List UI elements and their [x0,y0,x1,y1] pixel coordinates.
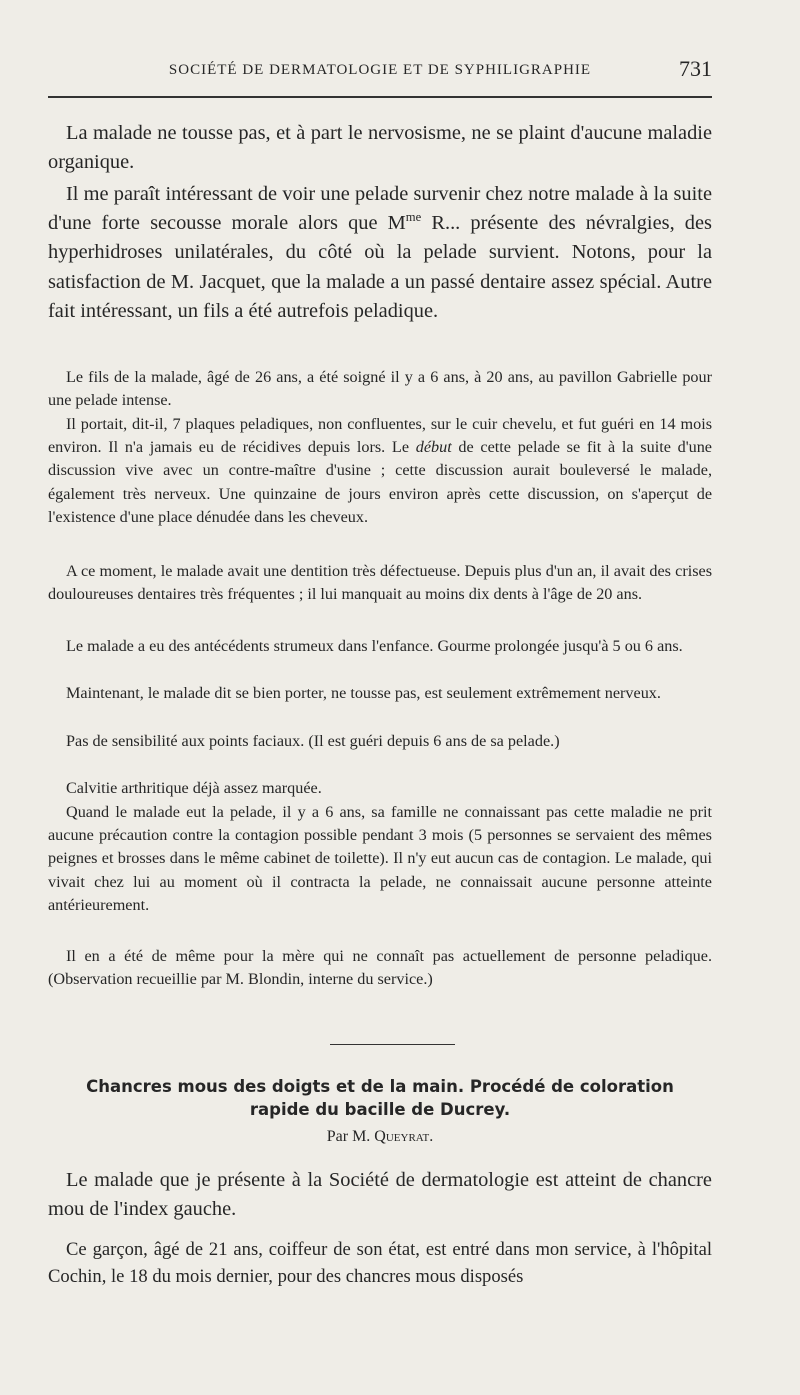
article-title-line-1: Chancres mous des doigts et de la main. Procédé de coloration [86,1077,674,1096]
observation-paragraph-7: Calvitie arthritique déjà assez marquée. [66,779,322,797]
intro-p2-text-a: Il me paraît intéressant de voir une pelade survenir chez notre malade à la suite d'une forte secousse morale alors que M [48,183,712,235]
intro-paragraph-2 [48,180,712,326]
article-paragraph-1: Le malade que je présente à la Société de dermatologie est atteint de chancre mou de l'index gauche. [48,1169,712,1221]
header-rule [48,96,712,98]
article-title-line-2: rapide du bacille de Ducrey. [249,1100,511,1119]
observation-paragraph-6: Pas de sensibilité aux points faciaux. (Il est guéri depuis 6 ans de sa pelade.) [66,732,560,750]
page-number: 731 [679,56,712,81]
running-head-title: SOCIÉTÉ DE DERMATOLOGIE ET DE SYPHILIGRAPHIE [168,62,592,78]
byline-prefix: Par M. [326,1128,371,1145]
article-byline [48,1128,712,1146]
obs-p2-text-b: de cette pelade se fit à la suite d'une discussion vive avec un contre-maître d'usine ; cette discussion aurait bouleversé le malade, également très nerveux. Une quinzaine de jours environ après cette discussion, on s'aperçut de l'existence d'une place dénudée dans les cheveux. [48,438,712,526]
section-divider [330,1044,455,1045]
observation-paragraph-4: Le malade a eu des antécédents strumeux dans l'enfance. Gourme prolongée jusqu'à 5 ou 6 ans. [66,637,683,655]
intro-paragraph-1: La malade ne tousse pas, et à part le nervosisme, ne se plaint d'aucune maladie organique. [48,122,712,174]
running-head [48,56,712,86]
observation-paragraph-5: Maintenant, le malade dit se bien porter, ne tousse pas, est seulement extrêmement nerveux. [66,684,661,702]
intro-p2-text-b: R... présente des névralgies, des hyperhidroses unilatérales, du côté où la pelade survient. Notons, pour la satisfaction de M. Jacquet, que la malade a un passé dentaire assez spécial. Autre fait intéressant, un fils a été autrefois peladique. [48,212,712,322]
obs-p2-emphasis: début [415,438,452,457]
obs-p2-text-a: Il portait, dit-il, 7 plaques peladiques, non confluentes, sur le cuir chevelu, et fut guéri en 14 mois environ. Il n'a jamais eu de récidives depuis lors. Le [48,415,712,457]
intro-p2-superscript: me [405,210,422,225]
article-title [48,1075,712,1121]
observation-paragraph-9: Il en a été de même pour la mère qui ne connaît pas actuellement de personne peladique. (Observation recueillie par M. Blondin, interne du service.) [48,947,712,989]
article-paragraph-2: Ce garçon, âgé de 21 ans, coiffeur de son état, est entré dans mon service, à l'hôpital Cochin, le 18 du mois dernier, pour des chancres mous disposés [48,1239,712,1287]
byline-author: Queyrat. [374,1128,434,1145]
observation-paragraph-1: Le fils de la malade, âgé de 26 ans, a été soigné il y a 6 ans, à 20 ans, au pavillon Gabrielle pour une pelade intense. [48,368,712,410]
observation-paragraph-2 [48,413,712,529]
observation-paragraph-8: Quand le malade eut la pelade, il y a 6 ans, sa famille ne connaissant pas cette maladie ne prit aucune précaution contre la contagion possible pendant 3 mois (5 personnes se servaient des mêmes peignes et brosses dans le même cabinet de toilette). Il n'y eut aucun cas de contagion. Le malade, qui vivait chez lui au moment où il contracta la pelade, ne connaissait aucune personne atteinte antérieurement. [48,803,712,914]
observation-paragraph-3: A ce moment, le malade avait une dentition très défectueuse. Depuis plus d'un an, il avait des crises douloureuses dentaires très fréquentes ; il lui manquait au moins dix dents à l'âge de 20 ans. [48,562,712,604]
